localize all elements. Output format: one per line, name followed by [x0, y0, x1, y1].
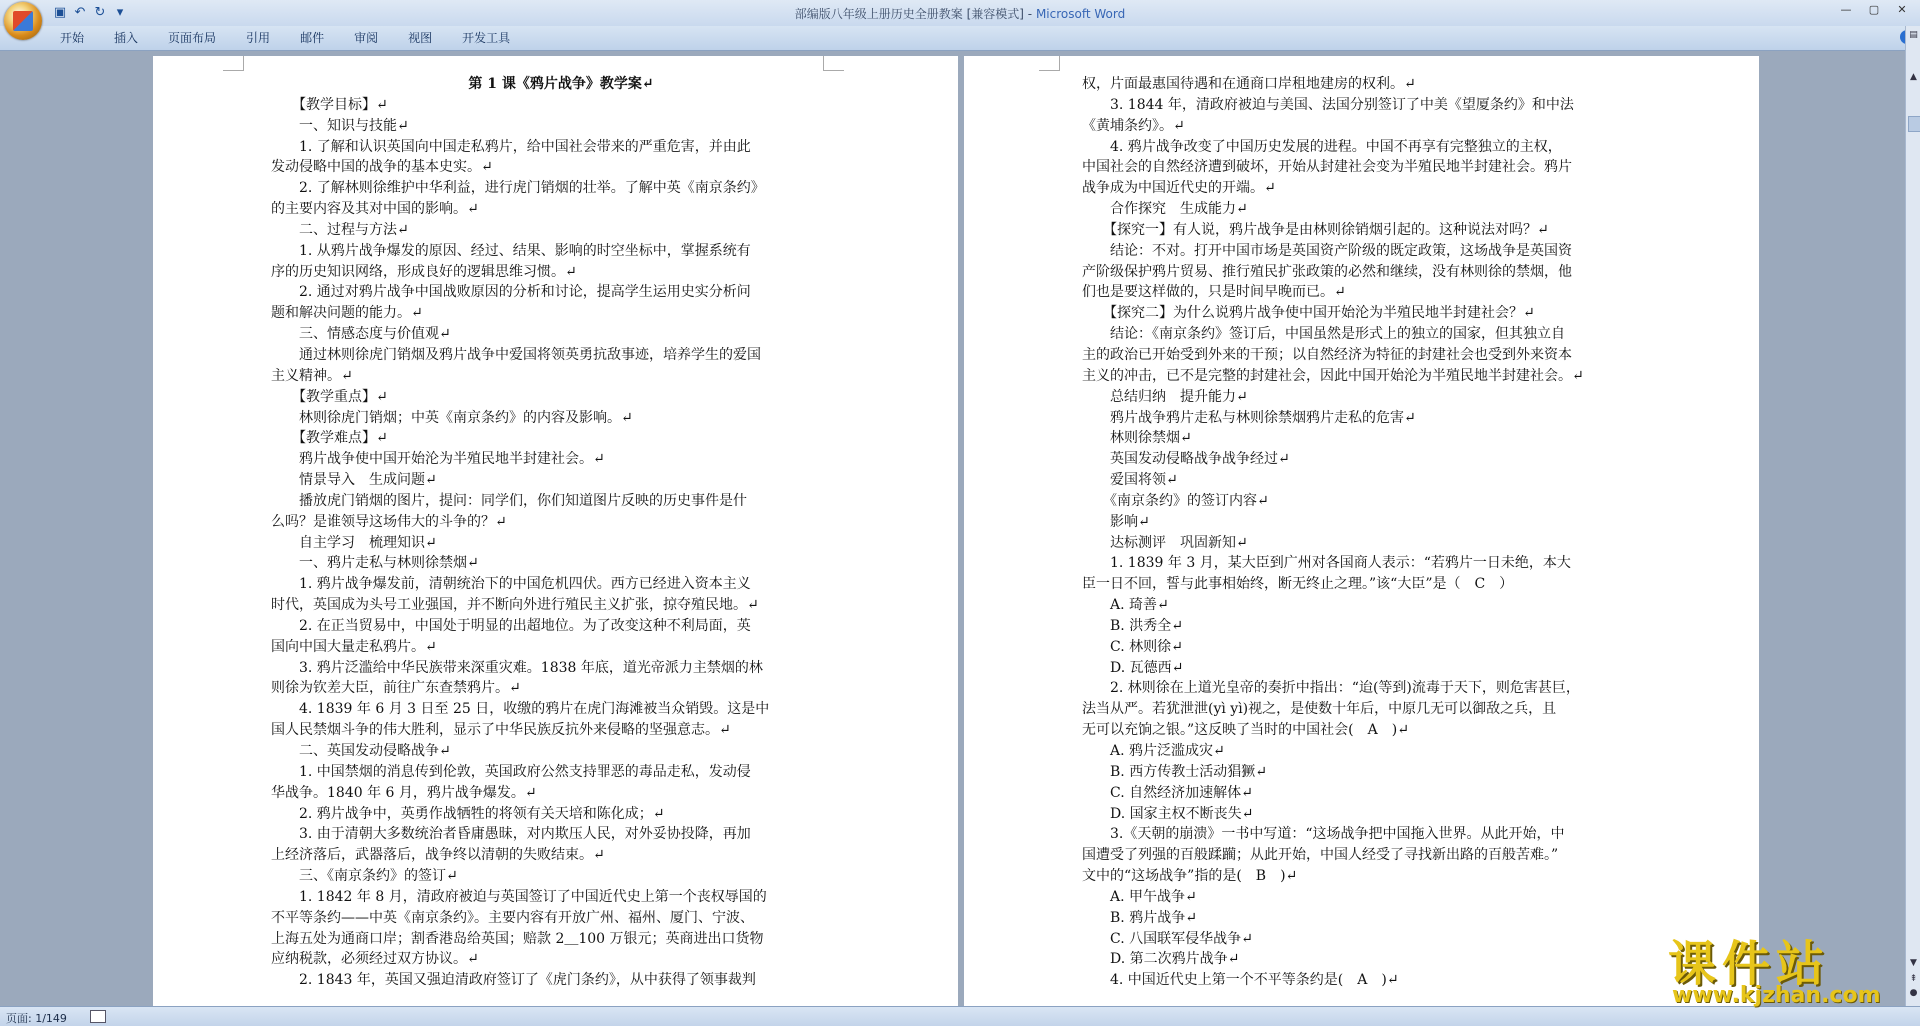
app-name: Microsoft Word: [1035, 7, 1126, 21]
text-line: 么吗？是谁领导这场伟大的斗争的？↵: [271, 513, 507, 530]
text-line: 3. 鸦片泛滥给中华民族带来深重灾难。1838 年底，道光帝派力主禁烟的林: [271, 659, 763, 676]
office-logo-icon: [13, 11, 33, 31]
text-line: 题和解决问题的能力。↵: [271, 305, 423, 322]
watermark-url: www.kjzhan.com: [1672, 983, 1881, 1008]
text-line: 【教学难点】↵: [271, 430, 388, 447]
tab-review[interactable]: 审阅: [354, 31, 379, 45]
text-line: 【教学重点】↵: [271, 388, 388, 405]
text-line: 影响↵: [1082, 513, 1150, 530]
text-line: 2. 鸦片战争中，英勇作战牺牲的将领有关天培和陈化成；↵: [271, 805, 665, 822]
text-line: 产阶级保护鸦片贸易、推行殖民扩张政策的必然和继续，没有林则徐的禁烟，他: [1082, 263, 1572, 280]
text-line: B. 鸦片战争↵: [1082, 909, 1197, 926]
text-line: 中国社会的自然经济遭到破坏，开始从封建社会变为半殖民地半封建社会。鸦片: [1082, 159, 1572, 176]
text-line: 第 1 课《鸦片战争》教学案↵: [468, 76, 654, 92]
text-line: 1. 1839 年 3 月，某大臣到广州对各国商人表示：“若鸦片一日未绝，本大: [1082, 555, 1571, 572]
page-indicator[interactable]: 页面: 1/149: [6, 1012, 67, 1025]
tab-view[interactable]: 视图: [408, 31, 433, 45]
margin-marker: [823, 56, 844, 71]
text-line: 1. 鸦片战争爆发前，清朝统治下的中国危机四伏。西方已经进入资本主义: [271, 576, 751, 593]
margin-marker: [1039, 56, 1060, 71]
ribbon-tabs: [60, 30, 525, 47]
undo-icon[interactable]: ↶: [74, 5, 86, 20]
text-line: 2. 1843 年，英国又强迫清政府签订了《虎门条约》，从中获得了领事裁判: [271, 972, 756, 989]
text-line: 主的政治已开始受到外来的干预；以自然经济为特征的封建社会也受到外来资本: [1082, 346, 1572, 363]
text-line: 一、鸦片走私与林则徐禁烟↵: [271, 555, 479, 572]
text-line: 国遭受了列强的百般蹂躏；从此开始，中国人经受了寻找新出路的百般苦难。”: [1082, 847, 1559, 864]
previous-page-icon[interactable]: ⇞: [1909, 974, 1918, 984]
text-line: 【探究一】有人说，鸦片战争是由林则徐销烟引起的。这种说法对吗？↵: [1082, 221, 1549, 238]
text-line: 鸦片战争鸦片走私与林则徐禁烟鸦片走私的危害↵: [1082, 409, 1416, 426]
scroll-up-icon[interactable]: ▲: [1910, 72, 1917, 82]
text-line: 三、《南京条约》的签订↵: [271, 868, 458, 885]
page-2[interactable]: [964, 56, 1759, 1011]
tab-mailings[interactable]: 邮件: [300, 31, 325, 45]
text-line: 鸦片战争使中国开始沦为半殖民地半封建社会。↵: [271, 451, 605, 468]
ribbon: [0, 26, 1920, 51]
text-line: 播放虎门销烟的图片，提问：同学们，你们知道图片反映的历史事件是什: [271, 492, 747, 509]
status-bar: [0, 1006, 1920, 1026]
redo-icon[interactable]: ↻: [94, 5, 106, 20]
minimize-icon[interactable]: —: [1840, 3, 1852, 16]
title-separator: -: [1023, 7, 1036, 21]
text-line: 战争成为中国近代史的开端。↵: [1082, 180, 1276, 197]
text-line: 2. 林则徐在上道光皇帝的奏折中指出：“迨(等到)流毒于天下，则危害甚巨，: [1082, 680, 1580, 697]
page-2-text: [1082, 74, 1667, 991]
proofing-icon[interactable]: [90, 1010, 106, 1023]
tab-references[interactable]: 引用: [246, 31, 271, 45]
text-line: 1. 从鸦片战争爆发的原因、经过、结果、影响的时空坐标中，掌握系统有: [271, 242, 751, 259]
text-line: 国人民禁烟斗争的伟大胜利，显示了中华民族反抗外来侵略的坚强意志。↵: [271, 722, 731, 739]
text-line: 英国发动侵略战争战争经过↵: [1082, 451, 1290, 468]
text-line: 一、知识与技能↵: [271, 117, 409, 134]
text-line: A. 琦善↵: [1082, 597, 1169, 614]
save-icon[interactable]: ▣: [53, 5, 67, 20]
text-line: 达标测评 巩固新知↵: [1082, 534, 1248, 551]
text-line: 情景导入 生成问题↵: [271, 472, 437, 489]
watermark-brand: 课件站: [1668, 936, 1831, 992]
text-line: 2. 了解林则徐维护中华利益，进行虎门销烟的壮举。了解中英《南京条约》: [271, 180, 765, 197]
text-line: B. 西方传教士活动猖獗↵: [1082, 763, 1267, 780]
text-line: 上海五处为通商口岸；割香港岛给英国；赔款 2＿100 万银元；英商进出口货物: [271, 930, 764, 947]
text-line: 臣一日不回，誓与此事相始终，断无终止之理。”该“大臣”是（ C ）: [1082, 576, 1514, 593]
title-bar: [0, 0, 1920, 26]
text-line: 3. 1844 年，清政府被迫与美国、法国分别签订了中美《望厦条约》和中法: [1082, 96, 1574, 113]
office-button[interactable]: [4, 2, 42, 40]
text-line: 发动侵略中国的战争的基本史实。↵: [271, 159, 493, 176]
tab-developer[interactable]: 开发工具: [462, 31, 511, 45]
text-line: A. 甲午战争↵: [1082, 888, 1197, 905]
margin-marker: [223, 56, 244, 71]
text-line: 《南京条约》的签订内容↵: [1082, 492, 1269, 509]
text-line: 三、情感态度与价值观↵: [271, 326, 451, 343]
tab-insert[interactable]: 插入: [114, 31, 139, 45]
text-line: 1. 1842 年 8 月，清政府被迫与英国签订了中国近代史上第一个丧权辱国的: [271, 888, 767, 905]
text-line: 【探究二】为什么说鸦片战争使中国开始沦为半殖民地半封建社会？↵: [1082, 305, 1535, 322]
text-line: 2. 通过对鸦片战争中国战败原因的分析和讨论，提高学生运用史实分析问: [271, 284, 751, 301]
text-line: 国向中国大量走私鸦片。↵: [271, 638, 437, 655]
window-title: [0, 5, 1920, 22]
document-workspace: [0, 51, 1905, 1006]
text-line: 法当从严。若犹泄泄(yì yì)视之，是使数十年后，中原几无可以御敌之兵，且: [1082, 701, 1557, 718]
text-line: 主义的冲击，已不是完整的封建社会，因此中国开始沦为半殖民地半封建社会。↵: [1082, 367, 1584, 384]
customize-icon[interactable]: ▾: [116, 5, 124, 20]
text-line: 3. 由于清朝大多数统治者昏庸愚昧，对内欺压人民，对外妥协投降，再加: [271, 826, 751, 843]
text-line: 二、英国发动侵略战争↵: [271, 743, 451, 759]
text-line: 应纳税款，必须经过双方协议。↵: [271, 951, 479, 968]
text-line: 1. 中国禁烟的消息传到伦敦，英国政府公然支持罪恶的毒品走私，发动侵: [271, 763, 751, 780]
window-controls: [1834, 2, 1914, 18]
text-line: 文中的“这场战争”指的是( B )↵: [1082, 868, 1298, 885]
text-line: 上经济落后，武器落后，战争终以清朝的失败结束。↵: [271, 847, 605, 864]
text-line: 2. 在正当贸易中，中国处于明显的出超地位。为了改变这种不利局面，英: [271, 617, 751, 634]
text-line: 自主学习 梳理知识↵: [271, 534, 437, 551]
text-line: C. 林则徐↵: [1082, 638, 1183, 655]
text-line: 1. 了解和认识英国向中国走私鸦片，给中国社会带来的严重危害，并由此: [271, 138, 751, 155]
text-line: 通过林则徐虎门销烟及鸦片战争中爱国将领英勇抗敌事迹，培养学生的爱国: [271, 346, 761, 363]
text-line: C. 八国联军侵华战争↵: [1082, 930, 1253, 947]
text-line: 结论：《南京条约》签订后，中国虽然是形式上的独立的国家，但其独立自: [1082, 326, 1565, 343]
text-line: 《黄埔条约》。↵: [1082, 117, 1185, 134]
text-line: 林则徐禁烟↵: [1082, 430, 1192, 447]
text-line: 林则徐虎门销烟；中英《南京条约》的内容及影响。↵: [271, 409, 633, 426]
text-line: 结论：不对。打开中国市场是英国资产阶级的既定政策，这场战争是英国资: [1082, 242, 1572, 259]
text-line: 们也是要这样做的，只是时间早晚而已。↵: [1082, 284, 1346, 301]
text-line: D. 国家主权不断丧失↵: [1082, 805, 1254, 822]
tab-page-layout[interactable]: 页面布局: [168, 31, 217, 45]
scroll-thumb[interactable]: [1908, 116, 1920, 132]
text-line: D. 第二次鸦片战争↵: [1082, 951, 1240, 968]
text-line: 4. 鸦片战争改变了中国历史发展的进程。中国不再享有完整独立的主权，: [1082, 138, 1562, 155]
page-1[interactable]: [153, 56, 958, 1011]
tab-home[interactable]: 开始: [60, 31, 85, 45]
text-line: 不平等条约——中英《南京条约》。主要内容有开放广州、福州、厦门、宁波、: [271, 909, 754, 926]
text-line: 则徐为钦差大臣，前往广东查禁鸦片。↵: [271, 680, 521, 697]
text-line: C. 自然经济加速解体↵: [1082, 784, 1253, 801]
text-line: 3.《天朝的崩溃》一书中写道：“这场战争把中国拖入世界。从此开始，中: [1082, 826, 1565, 843]
watermark-logo: [1660, 925, 1900, 1010]
text-line: 【教学目标】↵: [271, 96, 388, 113]
ruler-toggle-icon[interactable]: ▤: [1909, 30, 1918, 40]
text-line: B. 洪秀全↵: [1082, 617, 1183, 634]
scroll-down-icon[interactable]: ▼: [1910, 958, 1917, 968]
browse-object-icon[interactable]: ●: [1909, 988, 1918, 998]
text-line: 合作探究 生成能力↵: [1082, 201, 1248, 218]
close-icon[interactable]: ✕: [1897, 3, 1907, 16]
page-1-text: [271, 74, 851, 991]
text-line: A. 鸦片泛滥成灾↵: [1082, 743, 1225, 759]
text-line: 4. 1839 年 6 月 3 日至 25 日，收缴的鸦片在虎门海滩被当众销毁。这是中: [271, 701, 770, 718]
document-name: 部编版八年级上册历史全册教案 [兼容模式]: [794, 7, 1024, 21]
vertical-scrollbar[interactable]: [1905, 26, 1920, 1006]
text-line: 序的历史知识网络，形成良好的逻辑思维习惯。↵: [271, 263, 577, 280]
text-line: 二、过程与方法↵: [271, 221, 409, 238]
text-line: 总结归纳 提升能力↵: [1082, 388, 1248, 405]
text-line: 爱国将领↵: [1082, 472, 1178, 489]
text-line: 的主要内容及其对中国的影响。↵: [271, 201, 479, 218]
text-line: 4. 中国近代史上第一个不平等条约是( A )↵: [1082, 972, 1399, 989]
text-line: 时代，英国成为头号工业强国，并不断向外进行殖民主义扩张，掠夺殖民地。↵: [271, 597, 759, 614]
text-line: 主义精神。↵: [271, 367, 353, 384]
text-line: 无可以充饷之银。”这反映了当时的中国社会( A )↵: [1082, 722, 1409, 739]
text-line: 权，片面最惠国待遇和在通商口岸租地建房的权利。↵: [1082, 76, 1416, 92]
maximize-icon[interactable]: ▢: [1868, 3, 1880, 16]
text-line: 华战争。1840 年 6 月，鸦片战争爆发。↵: [271, 784, 537, 801]
text-line: D. 瓦德西↵: [1082, 659, 1184, 676]
